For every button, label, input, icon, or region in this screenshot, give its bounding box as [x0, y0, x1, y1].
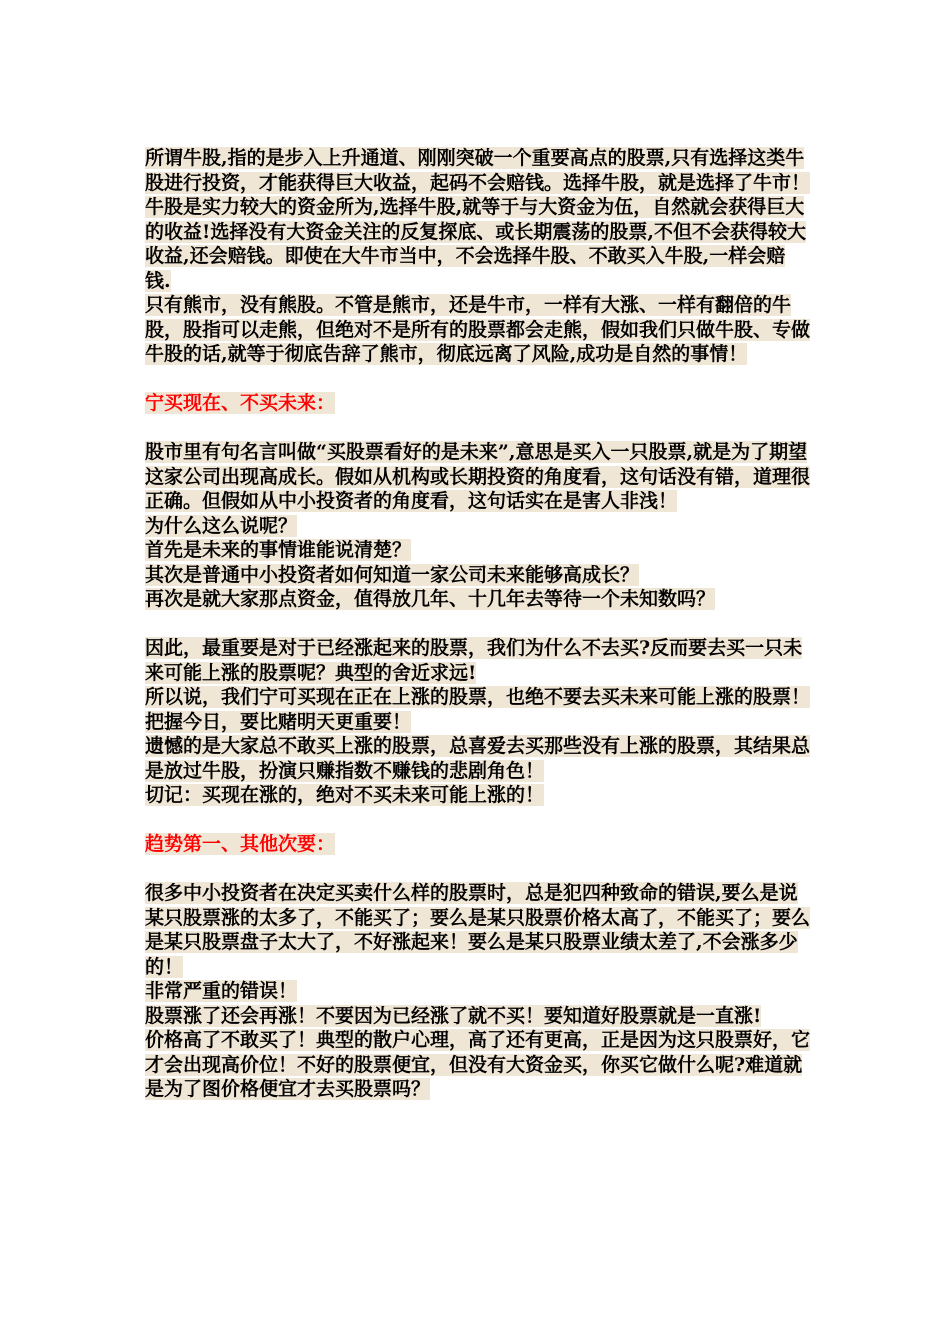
spacer	[145, 612, 810, 637]
spacer	[145, 416, 810, 441]
spacer	[145, 857, 810, 882]
paragraph: 因此，最重要是对于已经涨起来的股票，我们为什么不去买?反而要去买一只未来可能上涨的股票呢？典型的舍近求远!	[145, 637, 803, 684]
paragraph: 非常严重的错误！	[145, 980, 298, 1002]
paragraph: 价格高了不敢买了！典型的散户心理，高了还有更高，正是因为这只股票好，它才会出现高价位！不好的股票便宜，但没有大资金买，你买它做什么呢?难道就是为了图价格便宜才去买股票吗？	[145, 1029, 811, 1100]
paragraph: 遗憾的是大家总不敢买上涨的股票，总喜爱去买那些没有上涨的股票，其结果总是放过牛股，扮演只赚指数不赚钱的悲剧角色！	[145, 735, 811, 782]
paragraph: 只有熊市，没有熊股。不管是熊市，还是牛市，一样有大涨、一样有翻倍的牛股，股指可以走熊，但绝对不是所有的股票都会走熊，假如我们只做牛股、专做牛股的话,就等于彻底告辞了熊市，彻底远离了风险,成功是自然的事情！	[145, 294, 811, 365]
paragraph: 切记：买现在涨的，绝对不买未来可能上涨的！	[145, 784, 545, 806]
paragraph: 股市里有句名言叫做“买股票看好的是未来”,意思是买入一只股票,就是为了期望这家公司出现高成长。假如从机构或长期投资的角度看，这句话没有错，道理很正确。但假如从中小投资者的角度看，这句话实在是害人非浅！	[145, 441, 811, 512]
document-body	[145, 146, 810, 1102]
paragraph: 首先是未来的事情谁能说清楚？	[145, 539, 412, 561]
paragraph: 股票涨了还会再涨！不要因为已经涨了就不买！要知道好股票就是一直涨!	[145, 1004, 762, 1027]
paragraph: 所谓牛股,指的是步入上升通道、刚刚突破一个重要高点的股票,只有选择这类牛股进行投资，才能获得巨大收益，起码不会赔钱。选择牛股，就是选择了牛市！	[145, 147, 811, 194]
paragraph: 为什么这么说呢？	[145, 514, 298, 537]
paragraph: 很多中小投资者在决定买卖什么样的股票时，总是犯四种致命的错误,要么是说某只股票涨的太多了，不能买了；要么是某只股票价格太高了，不能买了；要么是某只股票盘子太大了，不好涨起来！要么是某只股票业绩太差了,不会涨多少的！	[145, 882, 811, 978]
section-heading: 宁买现在、不买未来：	[145, 392, 336, 414]
section-heading: 趋势第一、其他次要：	[145, 833, 336, 855]
spacer	[145, 367, 810, 392]
paragraph: 其次是普通中小投资者如何知道一家公司未来能够高成长？	[145, 563, 640, 586]
paragraph: 牛股是实力较大的资金所为,选择牛股,就等于与大资金为伍，自然就会获得巨大的收益!选择没有大资金关注的反复探底、或长期震荡的股票,不但不会获得较大收益,还会赔钱。即使在大牛市当中，不会选择牛股、不敢买入牛股,一样会赔钱.	[145, 196, 806, 292]
paragraph: 所以说，我们宁可买现在正在上涨的股票，也绝不要去买未来可能上涨的股票！把握今日，要比赌明天更重要！	[145, 686, 811, 733]
spacer	[145, 808, 810, 833]
paragraph: 再次是就大家那点资金，值得放几年、十几年去等待一个未知数吗？	[145, 588, 716, 610]
